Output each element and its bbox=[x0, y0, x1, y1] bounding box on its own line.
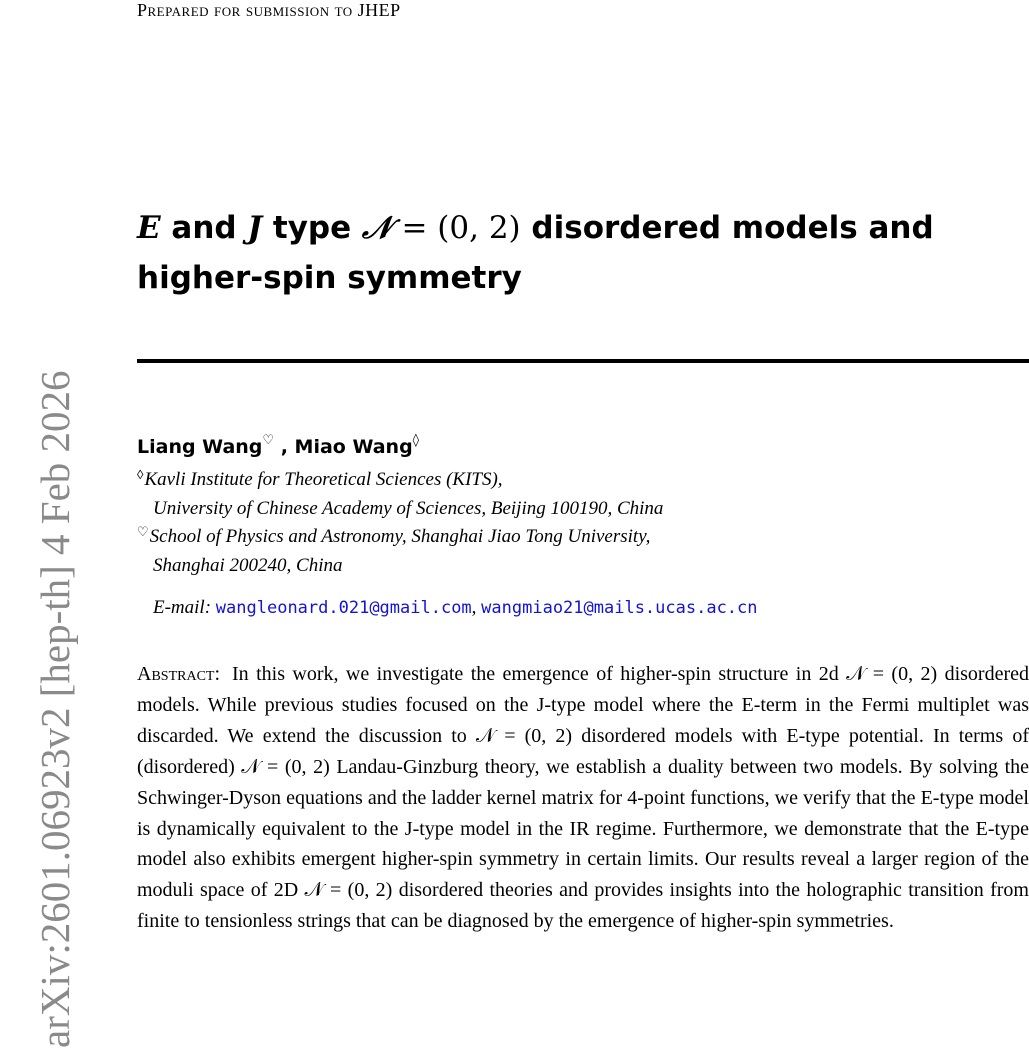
title-equation: = (0, 2) bbox=[391, 210, 521, 246]
email-separator: , bbox=[471, 597, 482, 618]
author-name: Liang Wang bbox=[137, 436, 263, 458]
title-type-word: type bbox=[262, 210, 362, 246]
affiliation-text: Shanghai 200240, China bbox=[153, 555, 343, 576]
paper-title bbox=[137, 203, 1017, 303]
affiliation-heart-mark: ♡ bbox=[137, 524, 149, 539]
title-divider-rule bbox=[137, 359, 1029, 363]
email-line bbox=[153, 594, 758, 622]
affiliation-text: Kavli Institute for Theoretical Sciences (KITS), bbox=[144, 469, 503, 490]
affiliation-block-sjtu bbox=[137, 523, 650, 580]
author-name: Miao Wang bbox=[294, 436, 413, 458]
affiliation-line bbox=[137, 466, 663, 495]
abstract-paragraph bbox=[137, 659, 1029, 937]
author-list bbox=[137, 428, 419, 460]
title-n-symbol: 𝒩 bbox=[361, 210, 392, 246]
email-label: E-mail: bbox=[153, 597, 212, 618]
journal-header: Prepared for submission to JHEP bbox=[137, 0, 401, 20]
affiliation-text: University of Chinese Academy of Sciences, Beijing 100190, China bbox=[153, 498, 664, 519]
affiliation-line bbox=[137, 495, 663, 523]
title-e-symbol: E bbox=[137, 210, 161, 246]
arxiv-identifier-stamp[interactable]: arXiv:2601.06923v2 [hep-th] 4 Feb 2026 bbox=[32, 370, 78, 1048]
title-j-symbol: J bbox=[247, 210, 263, 246]
affiliation-diamond-mark: ◊ bbox=[137, 467, 144, 482]
email-link-wang-leonard[interactable]: wangleonard.021@gmail.com bbox=[215, 598, 472, 618]
abstract-label: Abstract: bbox=[137, 663, 221, 685]
affiliation-block-kits bbox=[137, 466, 663, 523]
email-link-wang-miao[interactable]: wangmiao21@mails.ucas.ac.cn bbox=[481, 598, 758, 618]
affiliation-text: School of Physics and Astronomy, Shanghai Jiao Tong University, bbox=[149, 526, 651, 547]
title-and-word: and bbox=[160, 210, 248, 246]
title-remainder: disordered models and higher-spin symmetry bbox=[137, 210, 934, 296]
author-separator: , bbox=[274, 436, 295, 458]
affiliation-line bbox=[137, 552, 650, 580]
affiliation-diamond-mark: ◊ bbox=[412, 433, 420, 448]
abstract-body: In this work, we investigate the emergence of higher-spin structure in 2d 𝒩 = (0, 2) disordered models. While previous studies focused on the J-type model where the E-term in the Fermi multiplet was discarded. We extend the discussion to 𝒩 = (0, 2) disordered models with E-type potential. In terms of (disordered) 𝒩 = (0, 2) Landau-Ginzburg theory, we establish a duality between two models. By solving the Schwinger-Dyson equations and the ladder kernel matrix for 4-point functions, we verify that the E-type model is dynamically equivalent to the J-type model in the IR regime. Furthermore, we demonstrate that the E-type model also exhibits emergent higher-spin symmetry in certain limits. Our results reveal a larger region of the moduli space of 2D 𝒩 = (0, 2) disordered theories and provides insights into the holographic transition from finite to tensionless strings that can be diagnosed by the emergence of higher-spin symmetries. bbox=[137, 663, 1029, 933]
affiliation-line bbox=[137, 523, 650, 552]
affiliation-heart-mark: ♡ bbox=[262, 433, 275, 448]
